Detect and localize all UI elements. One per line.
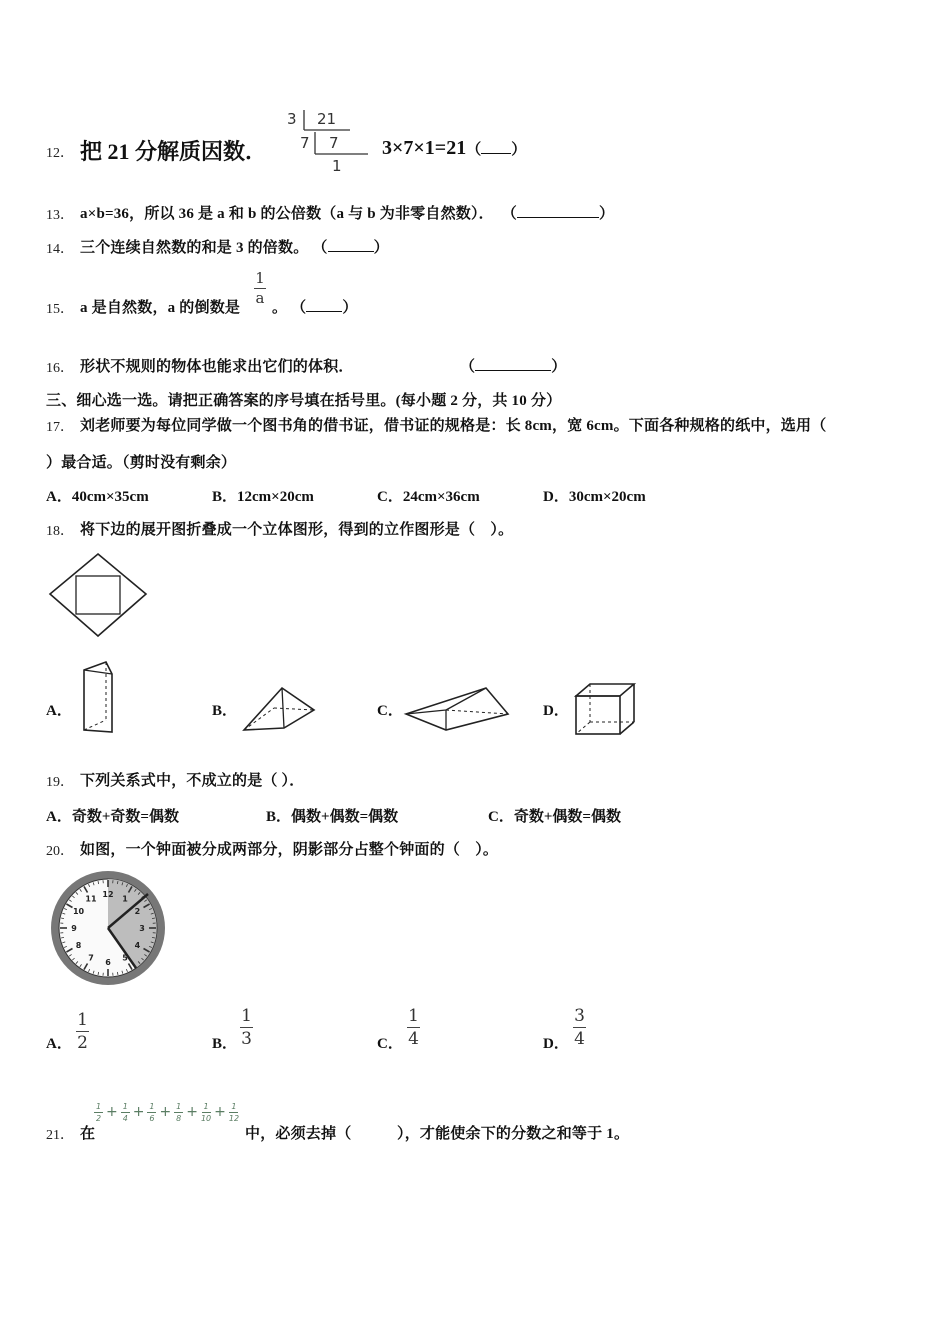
- q15-tail-line: [272, 296, 358, 317]
- q20-option-a-den: 2: [77, 1033, 88, 1053]
- q20-option-d-label[interactable]: D．: [543, 1036, 569, 1052]
- q12-division-lines: [282, 106, 374, 172]
- q20-option-a-fraction[interactable]: [76, 1010, 89, 1053]
- q14-text: 三个连续自然数的和是 3 的倍数。: [80, 240, 309, 256]
- q16-answer: [460, 355, 566, 376]
- q19-option-b-label: B．: [266, 809, 292, 825]
- q21-fraction-bar: [229, 1112, 238, 1113]
- q13-answer-blank[interactable]: [517, 204, 599, 218]
- q12-number: 12．: [46, 146, 74, 161]
- q12-dividend-1: 21: [317, 110, 337, 128]
- q17-option-b-text: 12cm×20cm: [237, 489, 314, 505]
- q12-divisor-1: 3: [287, 110, 297, 128]
- q18-option-d-cube-icon[interactable]: [574, 682, 636, 736]
- q21-fraction: [174, 1102, 183, 1123]
- q17-option-b-label: B．: [212, 489, 238, 505]
- clock-numeral: 3: [139, 924, 145, 933]
- q19-option-a-label: A．: [46, 809, 72, 825]
- q14-number: 14．: [46, 242, 74, 257]
- q21-fraction-bar: [94, 1112, 103, 1113]
- q20-option-c-label[interactable]: C．: [377, 1036, 403, 1052]
- q14-line: [80, 236, 389, 257]
- q12-answer-blank[interactable]: [481, 140, 511, 154]
- clock-numeral: 1: [122, 894, 128, 904]
- q20-text: 如图，一个钟面被分成两部分，阴影部分占整个钟面的（ ）。: [80, 842, 499, 858]
- q14-paren-open: （: [312, 240, 328, 256]
- q18-option-d-label[interactable]: D．: [543, 703, 569, 719]
- q21-fraction: [229, 1102, 239, 1123]
- q18-option-a-label[interactable]: A．: [46, 703, 72, 719]
- q14-paren-close: ）: [373, 240, 389, 256]
- q21-fraction-num: 1: [95, 1101, 102, 1111]
- clock-numeral: 8: [75, 941, 82, 950]
- q14-answer-blank[interactable]: [328, 238, 374, 252]
- clock-numeral: 9: [71, 924, 77, 933]
- q20-option-d-den: 4: [574, 1029, 585, 1049]
- q21-fraction-bar: [174, 1112, 183, 1113]
- q21-post: 中，必须去掉（ ），才能使余下的分数之和等于 1。: [245, 1126, 630, 1142]
- clock-numeral: 2: [134, 907, 141, 916]
- q19-option-a-text: 奇数+奇数=偶数: [71, 809, 179, 825]
- q15-fraction: [254, 270, 266, 307]
- q21-fraction-bar: [202, 1112, 211, 1113]
- q13-paren-close: ）: [598, 206, 615, 222]
- q16-number: 16．: [46, 361, 74, 376]
- q19-option-c-text: 奇数+偶数=偶数: [513, 809, 621, 825]
- q15-text: a 是自然数，a 的倒数是: [80, 300, 241, 316]
- q15-paren-open: （: [291, 300, 307, 316]
- q21-fraction-den: 8: [176, 1113, 182, 1123]
- q19-number: 19．: [46, 775, 74, 790]
- q15-answer-blank[interactable]: [306, 298, 342, 312]
- q20-option-c-fraction[interactable]: [407, 1006, 420, 1049]
- q21-fraction: [201, 1102, 211, 1123]
- q17-option-b[interactable]: [212, 485, 314, 506]
- q21-plus-sign: +: [159, 1104, 172, 1120]
- q18-number: 18．: [46, 524, 74, 539]
- q17-option-d-label: D．: [543, 489, 569, 505]
- q12-division-diagram: [282, 106, 374, 175]
- q18-option-b-label[interactable]: B．: [212, 703, 238, 719]
- q20-option-b-fraction[interactable]: [240, 1006, 253, 1049]
- q20-option-a-num: 1: [77, 1010, 88, 1030]
- q19-text: 下列关系式中，不成立的是（ ）．: [80, 773, 305, 789]
- q21-fraction-den: 10: [200, 1113, 212, 1123]
- q21-fraction-den: 4: [122, 1113, 128, 1123]
- q21-plus-sign: +: [132, 1104, 145, 1120]
- q19-option-a[interactable]: [46, 805, 179, 826]
- q13-paren-open: （: [501, 206, 517, 222]
- q15-frac-num: 1: [255, 269, 265, 287]
- q20-option-b-num: 1: [241, 1006, 252, 1026]
- q16-answer-blank[interactable]: [475, 357, 551, 371]
- q18-option-b-pyramid-icon[interactable]: [240, 686, 320, 732]
- clock-numeral: 4: [134, 941, 141, 950]
- clock-numeral: 5: [122, 953, 128, 963]
- q13-number: 13．: [46, 208, 74, 223]
- q20-option-d-num: 3: [574, 1006, 585, 1026]
- q13-line: [80, 202, 614, 223]
- q12-paren-close: ）: [511, 142, 527, 158]
- q20-number: 20．: [46, 844, 74, 859]
- q21-fraction-sum: [94, 1096, 239, 1128]
- q19-option-c-label: C．: [488, 809, 514, 825]
- q15-number: 15．: [46, 302, 74, 317]
- q18-option-c-wedge-icon[interactable]: [404, 686, 512, 734]
- q13-text: a×b=36，所以 36 是 a 和 b 的公倍数（a 与 b 为非零自然数）．: [80, 206, 494, 222]
- q21-plus-sign: +: [106, 1104, 118, 1120]
- q19-option-b[interactable]: [266, 805, 398, 826]
- q17-option-d[interactable]: [543, 485, 646, 506]
- q17-line-2: ）最合适。（剪时没有剩余）: [46, 455, 237, 471]
- q17-option-c-text: 24cm×36cm: [402, 489, 480, 505]
- q19-option-b-text: 偶数+偶数=偶数: [291, 809, 399, 825]
- q20-option-a-label[interactable]: A．: [46, 1036, 72, 1052]
- q21-fraction-num: 1: [122, 1101, 128, 1111]
- section-3-heading: 三、细心选一选。请把正确答案的序号填在括号里。(每小题 2 分，共 10 分）: [46, 393, 562, 409]
- q21-fraction-num: 1: [176, 1101, 182, 1111]
- q21-pre: 在: [80, 1126, 96, 1142]
- q20-option-b-label[interactable]: B．: [212, 1036, 238, 1052]
- q17-option-d-text: 30cm×20cm: [568, 489, 646, 505]
- q17-option-c-label: C．: [377, 489, 403, 505]
- q12-divisor-2: 7: [300, 134, 310, 152]
- q12-eq-text: 3×7×1=21: [382, 137, 467, 159]
- q21-fraction-den: 2: [95, 1113, 102, 1123]
- q21-fraction-den: 12: [228, 1113, 240, 1123]
- q20-clock-figure: [50, 870, 168, 988]
- q18-text: 将下边的展开图折叠成一个立体图形，得到的立作图形是（ ）。: [80, 522, 514, 538]
- q17-option-a-text: 40cm×35cm: [71, 489, 149, 505]
- q15-frac-den: a: [255, 289, 265, 307]
- clock-numeral: 10: [72, 907, 85, 916]
- q16-text: 形状不规则的物体也能求出它们的体积．: [80, 359, 354, 375]
- q17-option-c[interactable]: [377, 485, 480, 506]
- q20-option-c-num: 1: [408, 1006, 419, 1026]
- q18-option-a-prism-icon[interactable]: [80, 660, 114, 734]
- q21-fraction-num: 1: [149, 1101, 155, 1111]
- q19-option-c[interactable]: [488, 805, 621, 826]
- q17-option-a[interactable]: [46, 485, 149, 506]
- q17-number: 17．: [46, 420, 74, 435]
- q16-paren-close: ）: [551, 359, 567, 375]
- q21-number: 21．: [46, 1128, 74, 1143]
- q21-plus-sign: +: [186, 1104, 198, 1120]
- q12-equation: [382, 137, 526, 160]
- q21-fraction-bar: [147, 1112, 156, 1113]
- q12-text: 把 21 分解质因数．: [80, 139, 268, 164]
- q21-fraction-num: 1: [203, 1101, 209, 1111]
- q21-fraction-num: 1: [231, 1101, 237, 1111]
- q21-plus-sign: +: [214, 1104, 226, 1120]
- q18-option-c-label[interactable]: C．: [377, 703, 403, 719]
- q21-fraction-den: 6: [149, 1113, 155, 1123]
- q21-fraction: [94, 1102, 103, 1123]
- q21-fraction-bar: [121, 1112, 130, 1113]
- q15-tail: 。: [272, 300, 288, 316]
- q21-fraction: [121, 1102, 130, 1123]
- q21-fraction: [147, 1102, 156, 1123]
- q17-option-a-label: A．: [46, 489, 72, 505]
- q20-option-d-fraction[interactable]: [573, 1006, 586, 1049]
- clock-numeral: 6: [105, 958, 111, 967]
- clock-numeral: 7: [88, 953, 94, 963]
- q12-paren-open: （: [466, 142, 482, 158]
- q16-paren-open: （: [460, 359, 476, 375]
- q12-dividend-2: 7: [329, 134, 339, 152]
- q12-quotient: 1: [332, 157, 342, 175]
- q20-option-b-den: 3: [241, 1029, 252, 1049]
- q17-line-1: 刘老师要为每位同学做一个图书角的借书证，借书证的规格是：长 8cm，宽 6cm。下面各种规格的纸中，选用（: [80, 418, 827, 434]
- clock-numeral: 12: [102, 890, 114, 899]
- clock-numeral: 11: [85, 894, 97, 904]
- q20-option-c-den: 4: [408, 1029, 419, 1049]
- q18-net-figure: [48, 552, 148, 638]
- q15-paren-close: ）: [342, 300, 358, 316]
